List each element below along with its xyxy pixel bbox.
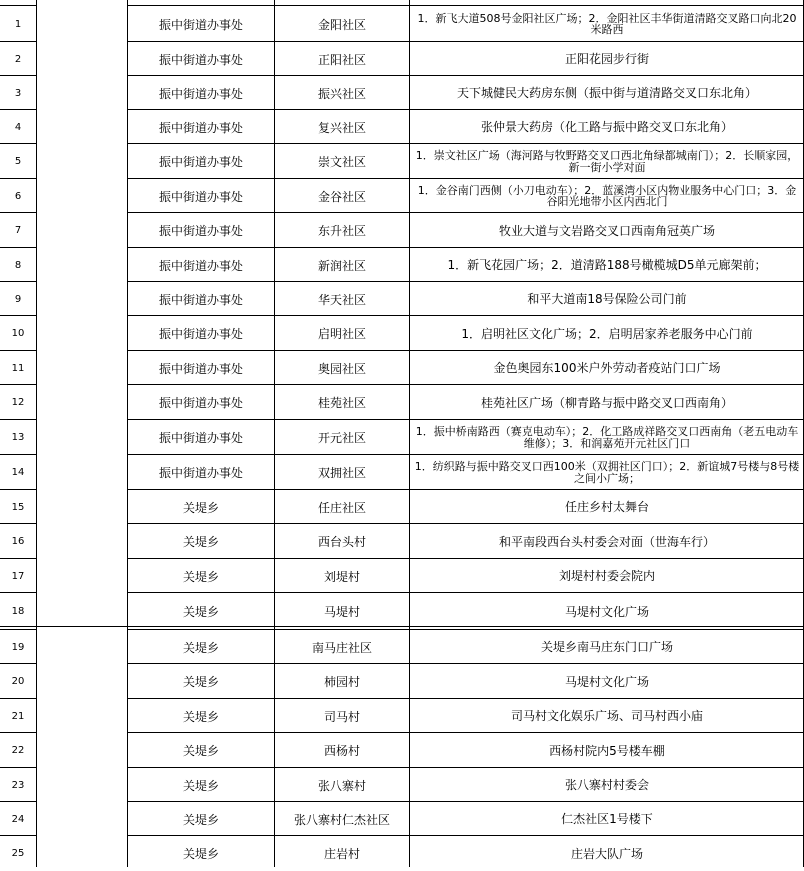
street-cell: 关堤乡 — [182, 812, 219, 827]
column-divider — [409, 0, 410, 867]
community-cell: 崇文社区 — [317, 155, 366, 169]
street-cell: 振中街道办事处 — [158, 155, 243, 169]
row-index: 10 — [11, 328, 25, 339]
table-row — [0, 76, 804, 110]
location-cell: 1．纺织路与振中路交叉口西100米（双拥社区门口）；2．新谊城7号楼与8号楼之间小广场； — [414, 460, 800, 485]
community-cell: 正阳社区 — [317, 52, 366, 67]
row-divider — [127, 315, 804, 316]
street-cell: 振中街道办事处 — [158, 431, 243, 445]
row-index: 6 — [14, 190, 22, 202]
row-divider — [127, 801, 804, 802]
community-cell: 张八寨村 — [317, 778, 366, 793]
community-cell: 杮园村 — [323, 675, 360, 689]
street-cell: 振中街道办事处 — [158, 327, 243, 341]
community-cell: 新润社区 — [317, 258, 366, 273]
location-cell: 1．新飞大道508号金阳社区广场；2．金阳社区丰华街道清路交叉路口向北20米路西 — [417, 11, 797, 36]
row-divider — [127, 41, 804, 42]
row-divider — [0, 592, 37, 593]
street-cell: 振中街道办事处 — [158, 17, 243, 32]
community-cell: 金谷社区 — [317, 189, 366, 204]
community-cell: 华天社区 — [317, 292, 366, 307]
community-cell: 庄岩村 — [323, 847, 360, 861]
row-divider — [0, 454, 37, 455]
table-row — [0, 593, 804, 630]
row-divider — [0, 629, 37, 630]
community-cell: 马堤村 — [323, 605, 360, 619]
row-divider — [127, 663, 804, 664]
street-cell: 振中街道办事处 — [158, 396, 243, 410]
row-divider — [0, 212, 37, 213]
street-cell: 关堤乡 — [182, 640, 219, 655]
table-row — [0, 385, 804, 420]
row-divider — [0, 767, 37, 768]
community-cell: 刘堤村 — [323, 569, 360, 584]
row-divider — [127, 384, 804, 385]
row-divider — [0, 384, 37, 385]
row-index: 24 — [11, 813, 25, 825]
street-cell: 关堤乡 — [182, 605, 219, 619]
location-cell: 马堤村文化广场 — [564, 674, 649, 689]
location-cell: 桂苑社区广场（柳青路与振中路交叉口西南角） — [480, 395, 733, 410]
row-index: 23 — [11, 779, 25, 791]
street-cell: 振中街道办事处 — [158, 189, 243, 204]
street-cell: 关堤乡 — [182, 778, 219, 793]
row-divider — [127, 489, 804, 490]
street-cell: 振中街道办事处 — [158, 361, 243, 376]
location-cell: 关堤乡南马庄东门口广场 — [540, 640, 673, 654]
table-row — [0, 455, 804, 490]
community-cell: 南马庄社区 — [311, 640, 372, 655]
community-cell: 西杨村 — [323, 744, 360, 758]
community-cell: 金阳社区 — [317, 17, 366, 32]
row-divider — [127, 5, 804, 6]
community-cell: 启明社区 — [317, 327, 366, 341]
row-divider — [127, 558, 804, 559]
location-cell: 任庄乡村太舞台 — [564, 500, 649, 514]
row-index: 20 — [11, 676, 25, 687]
row-divider — [0, 523, 37, 524]
row-index: 21 — [11, 710, 25, 722]
table-row — [0, 144, 804, 179]
community-cell: 西台头村 — [317, 535, 366, 549]
street-cell: 振中街道办事处 — [158, 120, 243, 135]
row-index: 17 — [11, 570, 25, 582]
row-index: 22 — [11, 745, 25, 756]
location-cell: 西杨村院内5号楼车棚 — [549, 743, 665, 758]
location-cell: 正阳花园步行街 — [564, 52, 649, 66]
location-cell: 张八寨村村委会 — [564, 778, 649, 792]
street-cell: 关堤乡 — [182, 709, 219, 724]
row-divider — [0, 143, 37, 144]
table-row — [0, 733, 804, 768]
table-row — [0, 630, 804, 664]
row-divider — [127, 732, 804, 733]
table-row — [0, 664, 804, 699]
row-divider — [127, 629, 804, 630]
row-index: 2 — [14, 53, 22, 65]
street-cell: 振中街道办事处 — [158, 292, 243, 307]
row-divider — [127, 75, 804, 76]
location-cell: 和平大道南18号保险公司门前 — [527, 292, 687, 306]
row-divider — [127, 419, 804, 420]
row-divider — [127, 592, 804, 593]
row-divider — [0, 281, 37, 282]
row-index: 16 — [11, 536, 25, 547]
table-row — [0, 559, 804, 593]
table-row — [0, 524, 804, 559]
street-cell: 关堤乡 — [182, 535, 219, 549]
street-cell: 振中街道办事处 — [158, 86, 243, 101]
street-cell: 振中街道办事处 — [158, 466, 243, 480]
street-cell: 关堤乡 — [182, 744, 219, 758]
row-index: 7 — [14, 225, 22, 236]
location-cell: 金色奥园东100米户外劳动者疫站门口广场 — [493, 361, 721, 375]
row-divider — [0, 350, 37, 351]
location-cell: 马堤村文化广场 — [564, 604, 649, 619]
row-divider — [127, 350, 804, 351]
community-cell: 振兴社区 — [317, 86, 366, 101]
row-divider — [0, 558, 37, 559]
row-index: 15 — [11, 501, 25, 513]
row-index: 14 — [11, 467, 25, 478]
row-divider — [0, 247, 37, 248]
row-index: 12 — [11, 397, 25, 408]
street-cell: 关堤乡 — [182, 847, 219, 861]
row-divider — [127, 454, 804, 455]
row-index: 3 — [14, 87, 22, 99]
location-cell: 天下城健民大药房东侧（振中街与道清路交叉口东北角） — [456, 86, 757, 100]
street-cell: 振中街道办事处 — [158, 258, 243, 273]
row-divider — [0, 698, 37, 699]
street-cell: 振中街道办事处 — [158, 52, 243, 67]
location-cell: 和平南段西台头村委会对面（世海车行） — [498, 534, 715, 549]
row-index: 1 — [14, 18, 22, 30]
row-index: 25 — [11, 848, 25, 859]
table-row — [0, 836, 804, 871]
row-index: 9 — [14, 293, 22, 305]
row-index: 4 — [14, 121, 22, 133]
location-cell: 1．金谷南门西侧（小刀电动车）；2．蓝溪湾小区内物业服务中心门口；3．金谷阳光地带小区内西北门 — [417, 183, 797, 208]
row-divider — [127, 835, 804, 836]
community-cell: 复兴社区 — [317, 120, 366, 135]
row-index: 18 — [11, 606, 25, 617]
row-divider — [0, 835, 37, 836]
row-divider — [0, 489, 37, 490]
location-cell: 仁杰社区1号楼下 — [561, 812, 653, 826]
table-row — [0, 351, 804, 385]
location-cell: 刘堤村村委会院内 — [558, 569, 655, 583]
location-cell: 1．崇文社区广场（海河路与牧野路交叉口西北角绿都城南门）；2．长顺家园，新一街小学对面 — [415, 149, 799, 174]
location-cell: 牧业大道与文岩路交叉口西南角冠英广场 — [498, 223, 715, 238]
community-cell: 张八寨村仁杰社区 — [293, 812, 390, 827]
column-divider — [127, 0, 128, 867]
street-cell: 关堤乡 — [182, 675, 219, 689]
community-cell: 双拥社区 — [317, 466, 366, 480]
community-cell: 司马村 — [323, 709, 360, 724]
row-divider — [0, 732, 37, 733]
community-cell: 开元社区 — [317, 431, 366, 445]
table-row — [0, 110, 804, 144]
table-row — [0, 213, 804, 248]
row-index: 19 — [11, 641, 25, 653]
row-divider — [0, 801, 37, 802]
location-cell: 庄岩大队广场 — [570, 846, 643, 861]
row-index: 8 — [14, 259, 22, 271]
location-cell: 1．新飞花园广场；2．道清路188号橄榄城D5单元廊架前； — [447, 258, 767, 272]
community-cell: 任庄社区 — [317, 500, 366, 515]
row-divider — [0, 178, 37, 179]
column-divider — [36, 0, 37, 867]
location-cell: 张仲景大药房（化工路与振中路交叉口东北角） — [480, 120, 733, 134]
table-row — [0, 802, 804, 836]
row-divider — [127, 281, 804, 282]
table-row — [0, 420, 804, 455]
row-divider — [127, 767, 804, 768]
table-row — [0, 490, 804, 524]
location-cell: 司马村文化娱乐广场、司马村西小庙 — [510, 709, 703, 723]
table-row — [0, 316, 804, 351]
row-divider — [0, 75, 37, 76]
row-index: 13 — [11, 432, 25, 443]
row-divider — [0, 41, 37, 42]
table-row — [0, 248, 804, 282]
street-cell: 振中街道办事处 — [158, 224, 243, 238]
table-row — [0, 768, 804, 802]
row-divider — [127, 212, 804, 213]
column-divider — [274, 0, 275, 867]
table-row — [0, 282, 804, 316]
row-divider — [0, 315, 37, 316]
row-divider — [127, 143, 804, 144]
community-cell: 东升社区 — [317, 224, 366, 238]
table-row — [0, 42, 804, 76]
community-cell: 桂苑社区 — [317, 396, 366, 410]
section-divider — [0, 626, 804, 627]
row-divider — [0, 109, 37, 110]
row-divider — [0, 663, 37, 664]
table-row — [0, 179, 804, 213]
row-divider — [0, 5, 37, 6]
row-divider — [127, 523, 804, 524]
street-cell: 关堤乡 — [182, 500, 219, 515]
location-cell: 1．振中桥南路西（赛克电动车）；2．化工路成祥路交叉口西南角（老五电动车维修）；3．和润嘉苑开元社区门口 — [415, 425, 799, 450]
row-index: 11 — [11, 362, 25, 374]
table-row — [0, 6, 804, 42]
table-row — [0, 699, 804, 733]
location-cell: 1．启明社区文化广场；2．启明居家养老服务中心门前 — [461, 326, 753, 341]
street-cell: 关堤乡 — [182, 569, 219, 584]
row-divider — [0, 419, 37, 420]
row-divider — [127, 698, 804, 699]
row-divider — [127, 247, 804, 248]
community-cell: 奥园社区 — [317, 361, 366, 376]
row-divider — [127, 109, 804, 110]
row-divider — [127, 178, 804, 179]
row-index: 5 — [14, 156, 22, 167]
